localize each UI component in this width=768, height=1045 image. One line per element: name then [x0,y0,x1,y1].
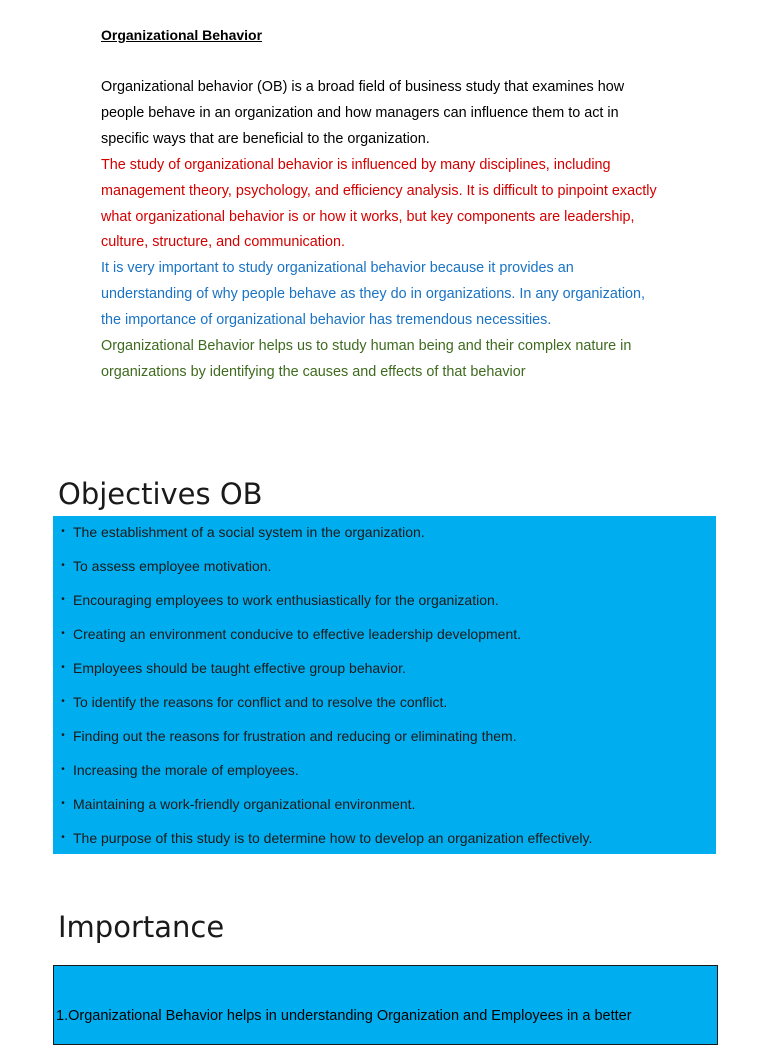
objective-text: Finding out the reasons for frustration and reducing or eliminating them. [73,728,517,744]
intro-paragraph-line: people behave in an organization and how managers can influence them to act in [101,104,619,121]
objective-text: Encouraging employees to work enthusiastically for the organization. [73,592,499,608]
objective-text: The establishment of a social system in the organization. [73,524,425,540]
intro-paragraph-line: organizations by identifying the causes and effects of that behavior [101,363,526,380]
objective-item [53,624,592,658]
objectives-box [53,516,716,854]
intro-paragraph-line: the importance of organizational behavior has tremendous necessities. [101,312,552,329]
objective-text: Employees should be taught effective group behavior. [73,660,406,676]
bullet-icon: • [61,730,65,741]
bullet-icon: • [61,798,65,809]
intro-paragraph-line: management theory, psychology, and efficiency analysis. It is difficult to pinpoint exactly [101,182,657,199]
bullet-icon: • [61,526,65,537]
objective-text: To assess employee motivation. [73,558,272,574]
bullet-icon: • [61,662,65,673]
intro-paragraph-line: Organizational Behavior helps us to study human being and their complex nature in [101,338,632,355]
objectives-list [53,522,592,862]
objective-item [53,590,592,624]
objective-item [53,522,592,556]
objective-text: Creating an environment conducive to effective leadership development. [73,626,522,642]
importance-item-1: 1.Organizational Behavior helps in understanding Organization and Employees in a better [56,1008,632,1024]
intro-paragraph-line: what organizational behavior is or how it works, but key components are leadership, [101,208,635,225]
objective-item [53,692,592,726]
intro-paragraph-line: It is very important to study organizational behavior because it provides an [101,260,574,277]
objective-text: Increasing the morale of employees. [73,762,299,778]
objective-text: To identify the reasons for conflict and to resolve the conflict. [73,694,448,710]
bullet-icon: • [61,764,65,775]
objective-item [53,658,592,692]
objective-item [53,794,592,828]
bullet-icon: • [61,832,65,843]
intro-text [101,75,681,386]
importance-box [53,965,718,1045]
intro-paragraph-line: culture, structure, and communication. [101,234,345,251]
objective-item [53,828,592,862]
objective-item [53,760,592,794]
intro-paragraph-line: The study of organizational behavior is influenced by many disciplines, including [101,156,611,173]
intro-paragraph-line: understanding of why people behave as they do in organizations. In any organization, [101,286,646,303]
bullet-icon: • [61,594,65,605]
bullet-icon: • [61,560,65,571]
objective-item [53,726,592,760]
document-title: Organizational Behavior [101,27,263,43]
objective-text: The purpose of this study is to determine how to develop an organization effectively. [73,830,593,846]
objective-text: Maintaining a work-friendly organizational environment. [73,796,416,812]
objectives-heading: Objectives OB [58,477,263,511]
bullet-icon: • [61,628,65,639]
importance-heading: Importance [58,910,225,944]
intro-paragraph-line: Organizational behavior (OB) is a broad field of business study that examines how [101,79,625,95]
intro-paragraph-line: specific ways that are beneficial to the organization. [101,130,430,147]
bullet-icon: • [61,696,65,707]
objective-item [53,556,592,590]
